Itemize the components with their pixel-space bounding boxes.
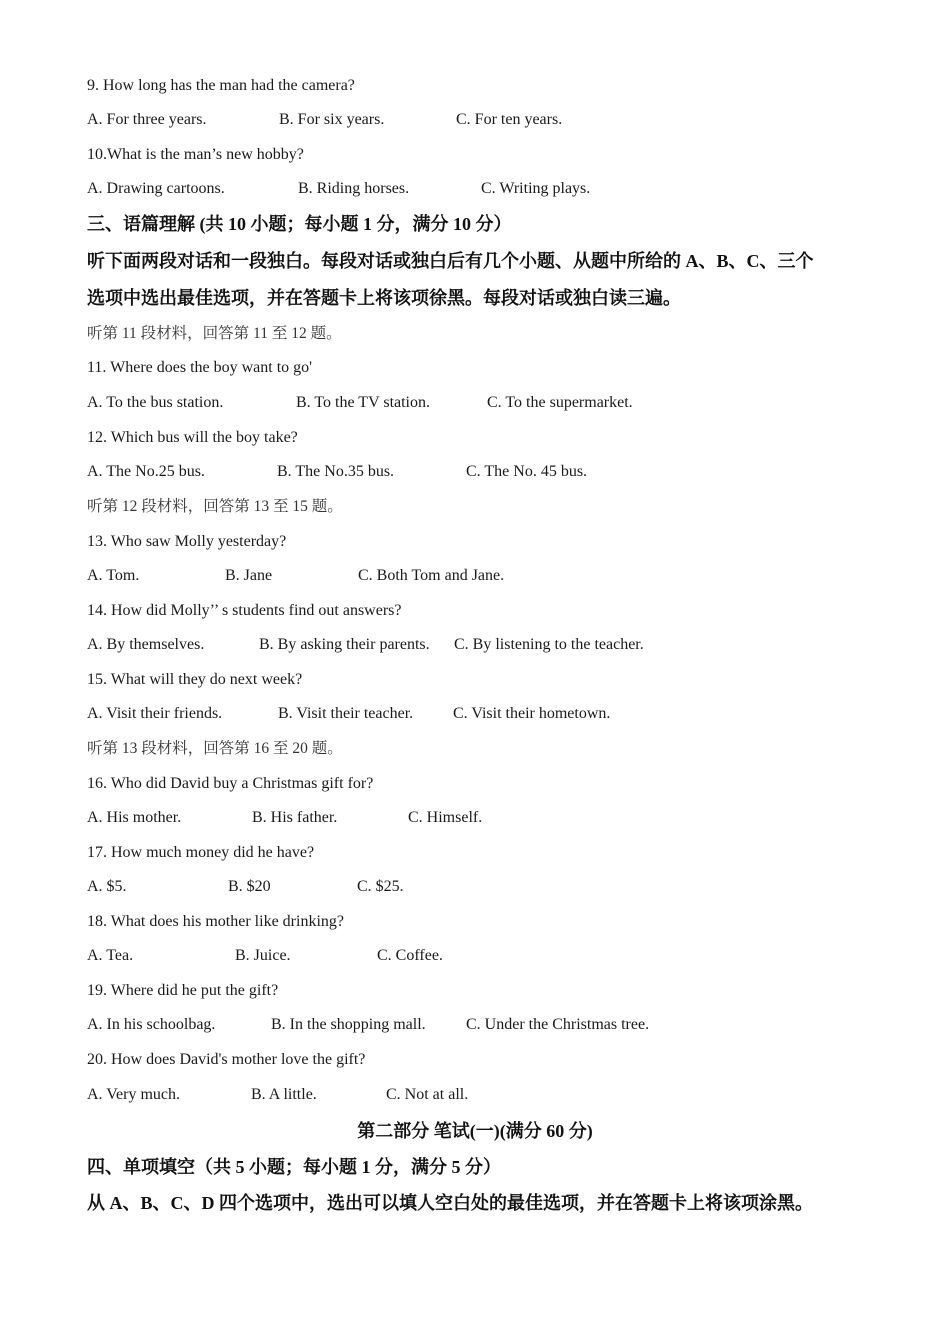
question-11: 11. Where does the boy want to go' xyxy=(87,359,313,376)
option-c: C. By listening to the teacher. xyxy=(454,636,644,653)
section-3-heading: 三、语篇理解 (共 10 小题；每小题 1 分，满分 10 分） xyxy=(87,214,512,234)
question-15: 15. What will they do next week? xyxy=(87,671,303,688)
option-c: C. To the supermarket. xyxy=(487,394,633,411)
question-14: 14. How did Molly’’ s students find out answers? xyxy=(87,602,402,619)
option-a: A. The No.25 bus. xyxy=(87,463,205,480)
option-b: B. $20 xyxy=(228,878,271,895)
question-17: 17. How much money did he have? xyxy=(87,844,315,861)
option-a: A. Tea. xyxy=(87,947,134,964)
option-b: B. Riding horses. xyxy=(298,180,410,197)
question-12: 12. Which bus will the boy take? xyxy=(87,429,298,446)
question-9: 9. How long has the man had the camera? xyxy=(87,77,355,94)
option-c: C. Writing plays. xyxy=(481,180,591,197)
section-3-instruction-line1: 听下面两段对话和一段独白。每段对话或独白后有几个小题、从题中所给的 A、B、C、三个 xyxy=(87,251,814,271)
option-a: A. For three years. xyxy=(87,111,207,128)
section-4-heading: 四、单项填空（共 5 小题；每小题 1 分，满分 5 分） xyxy=(87,1157,501,1177)
question-18: 18. What does his mother like drinking? xyxy=(87,913,344,930)
question-10: 10.What is the man’s new hobby? xyxy=(87,146,304,163)
option-a: A. Very much. xyxy=(87,1086,181,1103)
option-b: B. Jane xyxy=(225,567,273,584)
option-c: C. Under the Christmas tree. xyxy=(466,1016,650,1033)
option-b: B. The No.35 bus. xyxy=(277,463,395,480)
option-a: A. In his schoolbag. xyxy=(87,1016,216,1033)
option-c: C. Visit their hometown. xyxy=(453,705,611,722)
option-c: C. For ten years. xyxy=(456,111,563,128)
option-b: B. Juice. xyxy=(235,947,291,964)
question-16: 16. Who did David buy a Christmas gift for? xyxy=(87,775,374,792)
option-b: B. Visit their teacher. xyxy=(278,705,414,722)
option-c: C. $25. xyxy=(357,878,404,895)
option-a: A. Drawing cartoons. xyxy=(87,180,225,197)
option-c: C. Himself. xyxy=(408,809,483,826)
option-b: B. A little. xyxy=(251,1086,317,1103)
option-a: A. His mother. xyxy=(87,809,182,826)
option-c: C. Both Tom and Jane. xyxy=(358,567,505,584)
section-4-instruction: 从 A、B、C、D 四个选项中，选出可以填人空白处的最佳选项，并在答题卡上将该项涂黑。 xyxy=(87,1193,813,1213)
option-b: B. To the TV station. xyxy=(296,394,430,411)
option-a: A. Tom. xyxy=(87,567,140,584)
option-b: B. For six years. xyxy=(279,111,385,128)
option-c: C. Not at all. xyxy=(386,1086,469,1103)
option-b: B. In the shopping mall. xyxy=(271,1016,426,1033)
material-11-note: 听第 11 段材料，回答第 11 至 12 题。 xyxy=(87,325,342,342)
material-13-note: 听第 13 段材料，回答第 16 至 20 题。 xyxy=(87,740,343,757)
material-12-note: 听第 12 段材料，回答第 13 至 15 题。 xyxy=(87,498,343,515)
option-b: B. By asking their parents. xyxy=(259,636,430,653)
option-a: A. To the bus station. xyxy=(87,394,224,411)
option-a: A. $5. xyxy=(87,878,127,895)
section-3-instruction-line2: 选项中选出最佳选项，并在答题卡上将该项徐黑。每段对话或独白读三遍。 xyxy=(87,288,681,308)
option-b: B. His father. xyxy=(252,809,338,826)
option-c: C. The No. 45 bus. xyxy=(466,463,588,480)
part-2-title: 第二部分 笔试(一)(满分 60 分) xyxy=(357,1121,593,1141)
question-19: 19. Where did he put the gift? xyxy=(87,982,279,999)
question-13: 13. Who saw Molly yesterday? xyxy=(87,533,287,550)
question-20: 20. How does David's mother love the gift? xyxy=(87,1051,366,1068)
option-a: A. Visit their friends. xyxy=(87,705,223,722)
option-c: C. Coffee. xyxy=(377,947,443,964)
option-a: A. By themselves. xyxy=(87,636,205,653)
